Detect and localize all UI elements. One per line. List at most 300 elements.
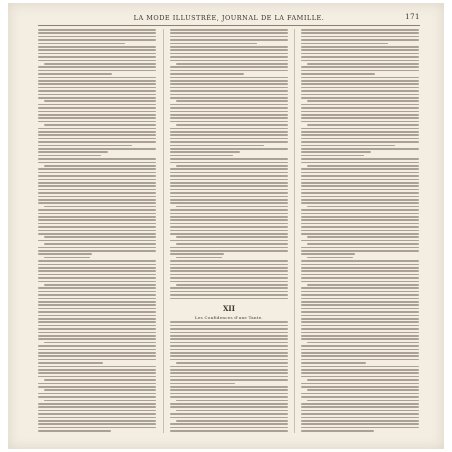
text-line bbox=[38, 199, 156, 201]
text-line bbox=[301, 427, 419, 429]
text-line bbox=[301, 70, 419, 72]
text-line bbox=[38, 121, 156, 123]
text-line bbox=[301, 39, 419, 41]
text-line bbox=[170, 321, 288, 323]
text-line bbox=[38, 196, 156, 198]
text-line bbox=[170, 128, 288, 130]
text-line bbox=[170, 376, 288, 378]
text-line bbox=[38, 230, 156, 232]
text-column-right bbox=[301, 29, 419, 433]
text-line bbox=[301, 97, 419, 99]
text-line bbox=[170, 189, 288, 191]
text-line bbox=[170, 80, 288, 82]
text-line bbox=[170, 369, 288, 371]
text-line bbox=[44, 63, 156, 65]
text-line bbox=[301, 172, 419, 174]
text-line bbox=[301, 151, 371, 153]
text-line bbox=[38, 267, 156, 269]
text-line bbox=[301, 196, 419, 198]
text-line bbox=[38, 335, 156, 337]
text-line bbox=[170, 46, 288, 48]
text-line bbox=[307, 165, 419, 167]
text-line bbox=[38, 291, 156, 293]
text-line bbox=[170, 83, 288, 85]
text-line bbox=[301, 94, 419, 96]
text-line bbox=[301, 46, 419, 48]
text-line bbox=[307, 236, 419, 238]
text-line bbox=[301, 199, 419, 201]
text-line bbox=[170, 158, 288, 160]
text-column-left bbox=[38, 29, 156, 433]
text-line bbox=[38, 53, 156, 55]
text-line bbox=[170, 253, 224, 255]
text-line bbox=[301, 117, 419, 119]
text-line bbox=[301, 325, 419, 327]
text-line bbox=[44, 165, 156, 167]
text-line bbox=[301, 247, 419, 249]
text-line bbox=[301, 406, 419, 408]
text-line bbox=[301, 308, 419, 310]
text-line bbox=[38, 417, 156, 419]
text-line bbox=[38, 427, 156, 429]
text-line bbox=[170, 230, 288, 232]
text-line bbox=[38, 298, 156, 300]
text-line bbox=[170, 423, 288, 425]
text-line bbox=[170, 213, 288, 215]
text-line bbox=[301, 264, 419, 266]
text-line bbox=[170, 413, 288, 415]
text-line bbox=[170, 355, 288, 357]
text-line bbox=[38, 328, 156, 330]
text-line bbox=[38, 83, 156, 85]
text-line bbox=[301, 335, 419, 337]
page-header bbox=[38, 13, 420, 25]
text-line bbox=[170, 168, 288, 170]
text-line bbox=[301, 104, 419, 106]
text-line bbox=[176, 243, 288, 245]
text-line bbox=[170, 155, 233, 157]
text-line bbox=[301, 226, 419, 228]
text-line bbox=[170, 111, 288, 113]
text-line bbox=[301, 29, 419, 31]
text-line bbox=[38, 151, 108, 153]
section-subtitle: Les Confidences d'une Tante. bbox=[194, 315, 263, 320]
text-line bbox=[170, 66, 288, 68]
text-line bbox=[301, 202, 419, 204]
text-line bbox=[170, 345, 288, 347]
text-line bbox=[176, 236, 288, 238]
text-line bbox=[170, 406, 288, 408]
text-line bbox=[170, 277, 288, 279]
text-line bbox=[301, 223, 419, 225]
text-line bbox=[307, 100, 419, 102]
text-line bbox=[301, 372, 419, 374]
text-line bbox=[170, 151, 240, 153]
text-line bbox=[301, 417, 419, 419]
text-line bbox=[301, 128, 419, 130]
text-line bbox=[301, 175, 419, 177]
text-line bbox=[301, 121, 419, 123]
text-line bbox=[38, 240, 156, 242]
text-line bbox=[38, 192, 156, 194]
text-line bbox=[38, 107, 156, 109]
text-line bbox=[170, 117, 288, 119]
text-line bbox=[38, 77, 156, 79]
text-line bbox=[301, 230, 419, 232]
text-line bbox=[170, 247, 288, 249]
text-line bbox=[170, 389, 288, 391]
text-line bbox=[301, 277, 419, 279]
text-line bbox=[38, 383, 156, 385]
text-line bbox=[301, 253, 355, 255]
text-line bbox=[301, 56, 419, 58]
text-line bbox=[170, 60, 288, 62]
text-line bbox=[170, 338, 288, 340]
text-line bbox=[38, 420, 156, 422]
text-line bbox=[301, 77, 419, 79]
text-line bbox=[38, 281, 156, 283]
text-line bbox=[170, 145, 264, 147]
text-line bbox=[170, 264, 288, 266]
text-line bbox=[176, 257, 222, 259]
text-line bbox=[301, 60, 419, 62]
text-line bbox=[170, 287, 288, 289]
column-divider bbox=[163, 29, 164, 433]
text-line bbox=[38, 162, 156, 164]
text-line bbox=[38, 49, 156, 51]
text-line bbox=[301, 311, 419, 313]
text-line bbox=[38, 233, 156, 235]
text-line bbox=[301, 148, 419, 150]
text-line bbox=[38, 223, 156, 225]
text-line bbox=[301, 332, 419, 334]
text-line bbox=[38, 80, 156, 82]
text-line bbox=[38, 94, 156, 96]
text-line bbox=[301, 355, 419, 357]
text-line bbox=[170, 70, 288, 72]
text-line bbox=[38, 209, 156, 211]
text-line bbox=[301, 349, 419, 351]
text-line bbox=[301, 219, 419, 221]
text-line bbox=[38, 393, 156, 395]
text-line bbox=[307, 257, 353, 259]
text-line bbox=[307, 63, 419, 65]
text-line bbox=[170, 175, 288, 177]
text-line bbox=[38, 213, 156, 215]
text-line bbox=[170, 386, 288, 388]
text-line bbox=[38, 111, 156, 113]
text-line bbox=[170, 430, 288, 432]
text-line bbox=[38, 406, 156, 408]
text-line bbox=[170, 97, 288, 99]
text-line bbox=[170, 291, 288, 293]
text-line bbox=[170, 73, 244, 75]
text-line bbox=[170, 182, 288, 184]
text-line bbox=[38, 60, 156, 62]
text-line bbox=[38, 253, 92, 255]
text-line bbox=[170, 36, 288, 38]
text-line bbox=[38, 359, 156, 361]
text-line bbox=[38, 39, 156, 41]
text-line bbox=[176, 124, 288, 126]
text-line bbox=[301, 383, 419, 385]
text-line bbox=[301, 301, 419, 303]
text-line bbox=[38, 250, 156, 252]
text-line bbox=[307, 400, 419, 402]
text-line bbox=[301, 304, 419, 306]
text-line bbox=[38, 32, 156, 34]
text-line bbox=[301, 298, 419, 300]
text-line bbox=[38, 43, 125, 45]
text-line bbox=[38, 179, 156, 181]
text-line bbox=[170, 202, 288, 204]
text-line bbox=[301, 362, 366, 364]
text-line bbox=[170, 226, 288, 228]
text-line bbox=[301, 410, 419, 412]
text-line bbox=[38, 260, 156, 262]
text-line bbox=[170, 349, 288, 351]
text-line bbox=[44, 400, 156, 402]
text-line bbox=[38, 274, 156, 276]
text-line bbox=[301, 270, 419, 272]
text-line bbox=[38, 403, 156, 405]
text-line bbox=[301, 366, 419, 368]
text-line bbox=[38, 114, 156, 116]
text-line bbox=[170, 141, 288, 143]
text-line bbox=[176, 63, 288, 65]
text-line bbox=[301, 36, 419, 38]
text-line bbox=[38, 216, 156, 218]
text-line bbox=[38, 117, 156, 119]
text-line bbox=[170, 240, 288, 242]
text-line bbox=[38, 315, 156, 317]
text-line bbox=[307, 206, 419, 208]
text-line bbox=[38, 158, 156, 160]
text-line bbox=[170, 39, 288, 41]
text-line bbox=[170, 267, 288, 269]
text-line bbox=[38, 97, 156, 99]
text-line bbox=[38, 185, 156, 187]
text-line bbox=[170, 260, 288, 262]
text-line bbox=[38, 396, 156, 398]
text-line bbox=[38, 349, 156, 351]
text-line bbox=[38, 410, 156, 412]
text-line bbox=[176, 206, 288, 208]
text-line bbox=[301, 423, 419, 425]
text-line bbox=[301, 145, 395, 147]
text-line bbox=[44, 389, 156, 391]
text-line bbox=[170, 56, 288, 58]
text-line bbox=[170, 270, 288, 272]
text-line bbox=[170, 379, 288, 381]
text-line bbox=[176, 410, 288, 412]
text-line bbox=[170, 298, 288, 300]
text-line bbox=[301, 315, 419, 317]
text-line bbox=[170, 32, 288, 34]
text-line bbox=[301, 80, 419, 82]
text-line bbox=[170, 199, 288, 201]
text-line bbox=[170, 29, 288, 31]
text-line bbox=[301, 90, 419, 92]
text-line bbox=[170, 332, 288, 334]
text-line bbox=[301, 87, 419, 89]
text-line bbox=[38, 182, 156, 184]
text-line bbox=[170, 43, 257, 45]
text-line bbox=[307, 284, 419, 286]
text-line bbox=[170, 131, 288, 133]
text-line bbox=[38, 287, 156, 289]
text-line bbox=[301, 131, 419, 133]
text-line bbox=[38, 386, 156, 388]
text-line bbox=[307, 124, 419, 126]
text-line bbox=[301, 250, 419, 252]
text-line bbox=[38, 131, 156, 133]
text-line bbox=[301, 43, 388, 45]
text-line bbox=[170, 179, 288, 181]
text-line bbox=[44, 243, 156, 245]
text-line bbox=[301, 53, 419, 55]
text-line bbox=[301, 83, 419, 85]
text-line bbox=[170, 104, 288, 106]
text-line bbox=[170, 427, 288, 429]
text-line bbox=[301, 396, 419, 398]
text-line bbox=[307, 379, 419, 381]
text-line bbox=[176, 420, 288, 422]
text-line bbox=[38, 413, 156, 415]
text-column-middle bbox=[170, 29, 288, 433]
text-line bbox=[301, 192, 419, 194]
text-line bbox=[301, 420, 419, 422]
text-line bbox=[38, 172, 156, 174]
text-line bbox=[301, 240, 419, 242]
text-line bbox=[301, 386, 419, 388]
text-line bbox=[170, 53, 288, 55]
text-line bbox=[170, 325, 288, 327]
text-line bbox=[301, 287, 419, 289]
text-line bbox=[38, 138, 156, 140]
text-line bbox=[301, 294, 419, 296]
text-line bbox=[170, 359, 288, 361]
text-line bbox=[38, 70, 156, 72]
text-line bbox=[38, 352, 156, 354]
text-line bbox=[301, 182, 419, 184]
text-line bbox=[176, 284, 288, 286]
text-line bbox=[38, 366, 156, 368]
text-line bbox=[38, 369, 156, 371]
text-line bbox=[38, 277, 156, 279]
text-line bbox=[38, 430, 111, 432]
text-line bbox=[170, 192, 288, 194]
text-line bbox=[170, 162, 288, 164]
text-line bbox=[170, 366, 288, 368]
text-line bbox=[301, 73, 375, 75]
text-line bbox=[38, 355, 156, 357]
text-line bbox=[38, 66, 156, 68]
text-line bbox=[301, 393, 419, 395]
text-line bbox=[170, 216, 288, 218]
text-line bbox=[170, 396, 288, 398]
text-line bbox=[170, 372, 288, 374]
text-line bbox=[170, 219, 288, 221]
text-line bbox=[38, 29, 156, 31]
text-line bbox=[301, 114, 419, 116]
text-line bbox=[38, 321, 156, 323]
text-line bbox=[38, 134, 156, 136]
text-line bbox=[301, 376, 419, 378]
text-line bbox=[38, 168, 156, 170]
page-number: 171 bbox=[405, 13, 420, 21]
text-line bbox=[38, 423, 156, 425]
text-line bbox=[301, 66, 419, 68]
text-line bbox=[38, 141, 156, 143]
text-line bbox=[301, 413, 419, 415]
text-line bbox=[44, 124, 156, 126]
text-line bbox=[170, 281, 288, 283]
text-line bbox=[301, 213, 419, 215]
text-line bbox=[38, 362, 103, 364]
text-line bbox=[301, 430, 374, 432]
text-line bbox=[301, 155, 364, 157]
text-line bbox=[170, 335, 288, 337]
text-line bbox=[301, 138, 419, 140]
text-line bbox=[170, 185, 288, 187]
text-line bbox=[170, 114, 288, 116]
text-line bbox=[38, 304, 156, 306]
text-line bbox=[301, 168, 419, 170]
text-line bbox=[301, 403, 419, 405]
text-line bbox=[38, 46, 156, 48]
text-line bbox=[170, 87, 288, 89]
text-line bbox=[301, 158, 419, 160]
text-line bbox=[170, 233, 288, 235]
text-line bbox=[38, 189, 156, 191]
text-line bbox=[38, 219, 156, 221]
text-line bbox=[301, 281, 419, 283]
text-line bbox=[38, 90, 156, 92]
text-line bbox=[38, 318, 156, 320]
text-line bbox=[170, 77, 288, 79]
text-line bbox=[44, 379, 156, 381]
text-line bbox=[170, 90, 288, 92]
text-line bbox=[38, 175, 156, 177]
text-line bbox=[170, 250, 288, 252]
text-line bbox=[38, 294, 156, 296]
text-line bbox=[301, 189, 419, 191]
text-line bbox=[170, 274, 288, 276]
text-line bbox=[170, 393, 288, 395]
text-line bbox=[170, 49, 288, 51]
section-heading bbox=[170, 304, 288, 320]
text-line bbox=[170, 328, 288, 330]
text-line bbox=[170, 417, 288, 419]
text-line bbox=[44, 236, 156, 238]
text-line bbox=[301, 141, 419, 143]
text-line bbox=[301, 369, 419, 371]
text-line bbox=[307, 389, 419, 391]
text-line bbox=[38, 87, 156, 89]
text-line bbox=[301, 179, 419, 181]
text-line bbox=[38, 247, 156, 249]
text-line bbox=[38, 332, 156, 334]
text-line bbox=[170, 172, 288, 174]
text-line bbox=[301, 338, 419, 340]
text-line bbox=[170, 107, 288, 109]
text-line bbox=[301, 32, 419, 34]
text-line bbox=[38, 311, 156, 313]
text-line bbox=[170, 138, 288, 140]
text-line bbox=[301, 233, 419, 235]
text-line bbox=[38, 73, 112, 75]
